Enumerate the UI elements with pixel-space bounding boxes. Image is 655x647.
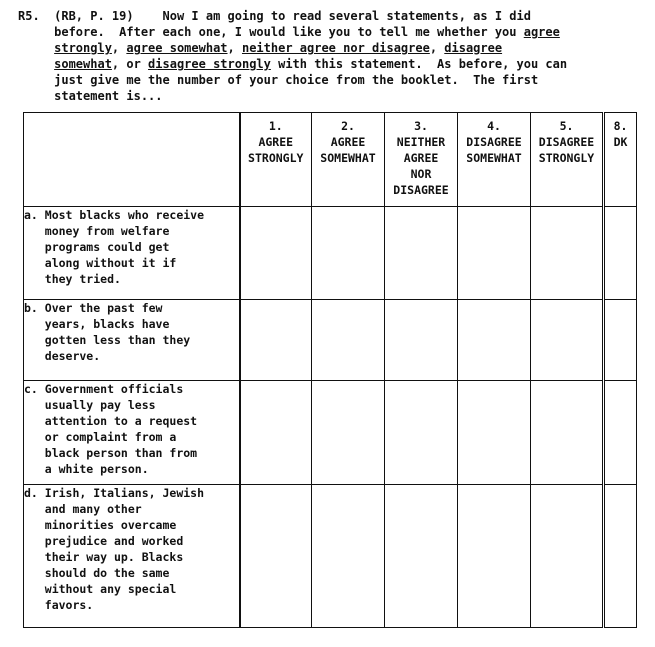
statement-row <box>24 300 637 381</box>
statement-line: favors. <box>24 598 94 612</box>
response-cell[interactable] <box>604 381 637 485</box>
statement-line: d. Irish, Italians, Jewish <box>24 486 205 500</box>
response-cell[interactable] <box>312 207 385 300</box>
question-text-segment <box>18 41 54 55</box>
header-blank-cell <box>24 113 240 207</box>
question-text-segment: , or <box>111 57 149 71</box>
column-number: 1. <box>268 119 283 133</box>
response-cell[interactable] <box>240 300 312 381</box>
question-text-segment: statement is... <box>18 89 163 103</box>
response-cell[interactable] <box>312 485 385 628</box>
column-header-5 <box>531 113 604 207</box>
response-cell[interactable] <box>240 207 312 300</box>
response-cell[interactable] <box>385 485 458 628</box>
question-text-segment: , <box>227 41 242 55</box>
statement-line: c. Government officials <box>24 382 184 396</box>
response-cell[interactable] <box>458 381 531 485</box>
underlined-phrase: somewhat <box>54 57 112 71</box>
question-line <box>18 56 643 72</box>
underlined-phrase: strongly <box>54 41 112 55</box>
column-label: STRONGLY <box>248 151 304 165</box>
response-cell[interactable] <box>385 381 458 485</box>
column-header-4 <box>458 113 531 207</box>
question-line <box>18 72 643 88</box>
statement-line: money from welfare <box>24 224 170 238</box>
column-label: NOR <box>410 167 432 181</box>
question-text <box>18 8 643 104</box>
question-line <box>18 40 643 56</box>
statement-line: usually pay less <box>24 398 156 412</box>
column-label: DISAGREE <box>466 135 522 149</box>
statement-row <box>24 207 637 300</box>
response-cell[interactable] <box>531 485 604 628</box>
response-cell[interactable] <box>458 207 531 300</box>
column-label: AGREE <box>330 135 366 149</box>
column-label: SOMEWHAT <box>466 151 522 165</box>
statement-cell <box>24 300 240 381</box>
response-cell[interactable] <box>312 381 385 485</box>
statement-cell <box>24 381 240 485</box>
response-cell[interactable] <box>458 300 531 381</box>
statement-line: years, blacks have <box>24 317 170 331</box>
underlined-phrase: agree <box>523 25 560 39</box>
response-cell[interactable] <box>531 300 604 381</box>
question-text-segment: , <box>429 41 445 55</box>
question-text-segment <box>18 57 54 71</box>
statement-line: programs could get <box>24 240 170 254</box>
underlined-phrase: agree somewhat <box>126 41 228 55</box>
header-row <box>24 113 637 207</box>
column-label: DISAGREE <box>393 183 449 197</box>
statement-line: or complaint from a <box>24 430 177 444</box>
column-label: AGREE <box>258 135 294 149</box>
statement-line: a white person. <box>24 462 149 476</box>
statement-line: along without it if <box>24 256 177 270</box>
statement-line: a. Most blacks who receive <box>24 208 205 222</box>
statement-cell <box>24 485 240 628</box>
statement-row <box>24 381 637 485</box>
statement-line: attention to a request <box>24 414 198 428</box>
question-line <box>18 88 643 104</box>
statement-cell <box>24 207 240 300</box>
response-grid <box>23 112 637 628</box>
underlined-phrase: neither agree nor disagree <box>241 41 430 55</box>
column-label: DISAGREE <box>538 135 595 149</box>
statement-line: b. Over the past few <box>24 301 163 315</box>
question-line <box>18 24 643 40</box>
statement-line: they tried. <box>24 272 121 286</box>
response-cell[interactable] <box>240 381 312 485</box>
response-cell[interactable] <box>604 300 637 381</box>
statement-line: and many other <box>24 502 142 516</box>
column-number: 4. <box>487 119 501 133</box>
statement-line: should do the same <box>24 566 170 580</box>
response-cell[interactable] <box>240 485 312 628</box>
underlined-phrase: disagree <box>444 41 503 55</box>
column-number: 5. <box>559 119 574 133</box>
underlined-phrase: disagree strongly <box>148 57 271 71</box>
column-label: SOMEWHAT <box>320 151 376 165</box>
response-cell[interactable] <box>458 485 531 628</box>
response-cell[interactable] <box>604 485 637 628</box>
column-label: DK <box>613 135 628 149</box>
response-cell[interactable] <box>385 300 458 381</box>
statement-line: minorities overcame <box>24 518 177 532</box>
statement-line: without any special <box>24 582 177 596</box>
question-line <box>18 8 643 24</box>
column-header-2 <box>312 113 385 207</box>
response-cell[interactable] <box>531 381 604 485</box>
response-cell[interactable] <box>604 207 637 300</box>
column-number: 2. <box>341 119 355 133</box>
column-label: NEITHER <box>396 135 446 149</box>
column-label: STRONGLY <box>538 151 595 165</box>
question-text-segment: , <box>111 41 127 55</box>
question-text-segment: R5. (RB, P. 19) Now I am going to read several statements, as I did <box>18 9 531 23</box>
statement-line: prejudice and worked <box>24 534 184 548</box>
column-header-3 <box>385 113 458 207</box>
column-number: 3. <box>414 119 428 133</box>
column-header-1 <box>240 113 312 207</box>
statement-line: black person than from <box>24 446 198 460</box>
response-cell[interactable] <box>385 207 458 300</box>
question-text-segment: just give me the number of your choice from the booklet. The first <box>18 73 539 87</box>
response-cell[interactable] <box>312 300 385 381</box>
column-number: 8. <box>613 119 628 133</box>
statement-line: deserve. <box>24 349 101 363</box>
statement-line: their way up. Blacks <box>24 550 184 564</box>
statement-row <box>24 485 637 628</box>
response-cell[interactable] <box>531 207 604 300</box>
statement-line: gotten less than they <box>24 333 191 347</box>
column-label: AGREE <box>403 151 439 165</box>
column-header-6 <box>604 113 637 207</box>
question-text-segment: before. After each one, I would like you to tell me whether you <box>18 25 524 39</box>
question-text-segment: with this statement. As before, you can <box>270 57 568 71</box>
